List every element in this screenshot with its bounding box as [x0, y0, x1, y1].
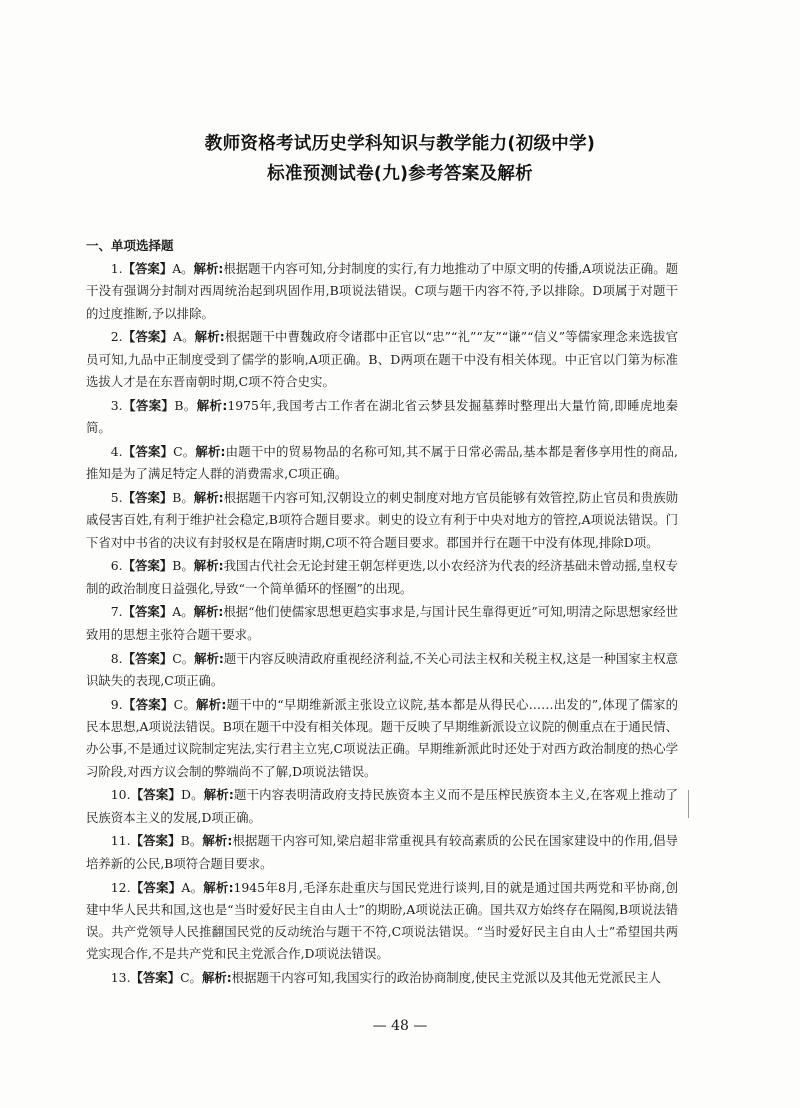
item-number: 3. — [110, 397, 123, 413]
analysis-text: 题干内容表明清政府支持民族资本主义而不是压榨民族资本主义,在客观上推动了民族资本主义的发展,D项正确。 — [86, 787, 678, 825]
answer-label: 【答案】 — [122, 650, 173, 666]
analysis-text: 根据“他们使儒家思想更趋实事求是,与国计民生靠得更近”可知,明清之际思想家经世致用的思想主张符合题干要求。 — [86, 604, 679, 642]
analysis-text: 由题干中的贸易物品的名称可知,其不属于日常必需品,基本都是奢侈享用性的商品,推知是为了满足特定人群的消费需求,C项正确。 — [86, 443, 678, 482]
answer-label: 【答案】 — [130, 879, 182, 895]
analysis-label: 解析: — [203, 879, 234, 895]
answer-item — [86, 830, 678, 875]
analysis-label: 解析: — [195, 443, 226, 459]
item-number: 6. — [110, 558, 123, 574]
analysis-text: 1975年,我国考古工作者在湖北省云梦县发掘墓葬时整理出大量竹简,即睡虎地秦简。 — [86, 397, 678, 436]
item-number: 11. — [110, 833, 131, 849]
analysis-label: 解析: — [194, 650, 224, 666]
answer-list — [86, 258, 678, 991]
answer-letter: A。 — [172, 604, 194, 620]
analysis-label: 解析: — [193, 558, 224, 574]
answer-letter: C。 — [180, 970, 202, 986]
answer-label: 【答案】 — [122, 558, 173, 574]
item-number: 1. — [110, 261, 123, 276]
answer-letter: C。 — [173, 443, 196, 459]
answer-letter: C。 — [172, 650, 195, 666]
answer-label: 【答案】 — [122, 261, 173, 276]
analysis-label: 解析: — [201, 970, 232, 986]
answer-letter: A。 — [172, 329, 195, 345]
item-number: 9. — [110, 696, 123, 712]
analysis-label: 解析: — [195, 696, 227, 712]
analysis-text: 根据题干内容可知,梁启超非常重视具有较高素质的公民在国家建设中的作用,倡导培养新的公民,B项符合题目要求。 — [86, 833, 678, 871]
answer-label: 【答案】 — [130, 833, 181, 849]
answer-item — [86, 395, 678, 440]
scan-mark — [688, 790, 689, 818]
analysis-label: 解析: — [193, 261, 224, 276]
answer-item — [86, 648, 678, 693]
answer-letter: B。 — [172, 489, 194, 505]
answer-label: 【答案】 — [122, 696, 174, 712]
answer-label: 【答案】 — [122, 604, 173, 620]
section-heading: 一、单项选择题 — [86, 238, 174, 253]
answer-item — [86, 487, 678, 554]
analysis-text: 根据题干内容可知,分封制度的实行,有力地推动了中原文明的传播,A项说法正确。题干没有强调分封制对西周统治起到巩固作用,B项说法错误。C项与题干内容不符,予以排除。D项属于对题干的过度推断,予以排除。 — [86, 261, 678, 321]
analysis-text: 根据题干内容可知,我国实行的政治协商制度,使民主党派以及其他无党派民主人 — [231, 970, 661, 986]
answer-label: 【答案】 — [122, 443, 174, 459]
analysis-text: 根据题干内容可知,汉朝设立的刺史制度对地方官员能够有效管控,防止官员和贵族勋戚侵害百姓,有利于维护社会稳定,B项符合题目要求。刺史的设立有利于中央对地方的管控,A项说法错误。门下省对中书省的决议有封驳权是在隋唐时期,C项不符合题目要求。郡国并行在题干中没有体现,排除D项。 — [86, 489, 678, 550]
answer-label: 【答案】 — [122, 397, 175, 413]
answer-letter: B。 — [174, 397, 197, 413]
answer-label: 【答案】 — [122, 329, 173, 345]
analysis-label: 解析: — [203, 787, 234, 803]
answer-letter: C。 — [173, 696, 196, 712]
answer-item — [86, 258, 678, 325]
analysis-label: 解析: — [196, 397, 228, 413]
item-number: 8. — [110, 650, 123, 666]
analysis-text: 1945年8月,毛泽东赴重庆与国民党进行谈判,目的就是通过国共两党和平协商,创建中华人民共和国,这也是“当时爱好民主自由人士”的期盼,A项说法正确。国共双方始终存在隔阂,B项说法错误。共产党领导人民推翻国民党的反动统治与题干不符,C项说法错误。“当时爱好民主自由人士”希望国共两党实现合作,不是共产党和民主党派合作,D项说法错误。 — [86, 879, 679, 962]
answer-item — [86, 555, 678, 600]
analysis-label: 解析: — [202, 833, 233, 849]
answer-label: 【答案】 — [130, 970, 181, 986]
answer-item — [86, 694, 678, 783]
answer-letter: B。 — [180, 833, 203, 849]
answer-letter: B。 — [172, 558, 194, 574]
item-number: 12. — [110, 879, 131, 895]
answer-letter: D。 — [181, 787, 204, 803]
analysis-text: 题干内容反映清政府重视经济利益,不关心司法主权和关税主权,这是一种国家主权意识缺失的表现,C项正确。 — [86, 650, 678, 688]
answer-label: 【答案】 — [122, 489, 173, 505]
item-number: 13. — [110, 970, 131, 986]
answer-item — [86, 601, 678, 646]
answer-label: 【答案】 — [130, 787, 181, 803]
item-number: 5. — [110, 489, 123, 505]
item-number: 2. — [110, 329, 123, 345]
item-number: 7. — [110, 604, 123, 620]
analysis-text: 根据题干中曹魏政府令诸郡中正官以“忠”“礼”“友”“谦”“信义”等儒家理念来选拔官员可知,九品中正制度受到了儒学的影响,A项正确。B、D两项在题干中没有相关体现。中正官以门第为标准选拔人才是在东晋南朝时期,C项不符合史实。 — [86, 329, 678, 389]
item-number: 4. — [110, 443, 123, 459]
answer-item — [86, 784, 678, 829]
answer-item — [86, 326, 678, 393]
analysis-text: 我国古代社会无论封建王朝怎样更迭,以小农经济为代表的经济基础未曾动摇,皇权专制的政治制度日益强化,导致“一个简单循环的怪圈”的出现。 — [86, 558, 678, 596]
answer-item — [86, 877, 678, 966]
answer-item — [86, 967, 678, 989]
page-number: — 48 — — [372, 1018, 428, 1034]
title-line-2: 标准预测试卷(九)参考答案及解析 — [267, 164, 533, 184]
analysis-label: 解析: — [193, 604, 224, 620]
title-line-1: 教师资格考试历史学科知识与教学能力(初级中学) — [204, 134, 596, 154]
analysis-text: 题干中的“早期维新派主张设立议院,基本都是从得民心……出发的”,体现了儒家的民本思想,A项说法错误。B项在题干中没有相关体现。题干反映了早期维新派设立议院的侧重点在于通民情、办公事,不是通过议院制定宪法,实行君主立宪,C项说法正确。早期维新派此时还处于对西方政治制度的热心学习阶段,对西方议会制的弊端尚不了解,D项说法错误。 — [86, 696, 678, 779]
analysis-label: 解析: — [194, 329, 225, 345]
answer-letter: A。 — [181, 879, 204, 895]
answer-letter: A。 — [172, 261, 194, 276]
analysis-label: 解析: — [193, 489, 224, 505]
answer-item — [86, 441, 678, 486]
item-number: 10. — [110, 787, 131, 803]
